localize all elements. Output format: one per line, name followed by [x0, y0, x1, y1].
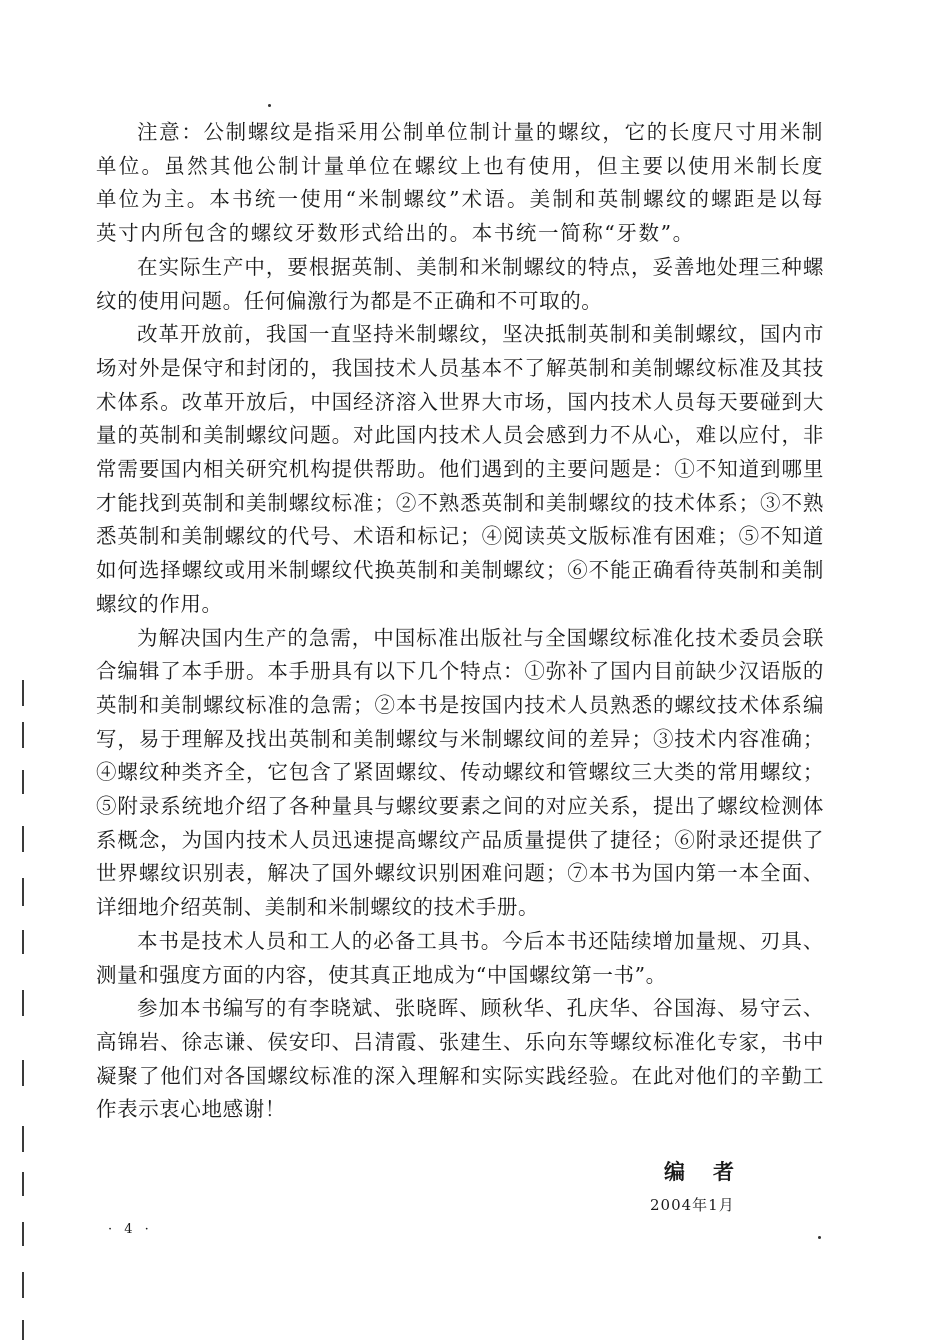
binding-mark [22, 826, 24, 852]
binding-mark [22, 878, 24, 906]
signature-date: 2004年1月 [650, 1196, 735, 1214]
binding-mark [22, 990, 24, 1016]
scan-speck [268, 104, 271, 107]
binding-mark [22, 1172, 24, 1196]
paragraph-production: 在实际生产中，要根据英制、美制和米制螺纹的特点，妥善地处理三种螺纹的使用问题。任何偏激行为都是不正确和不可取的。 [96, 254, 824, 313]
binding-mark [22, 680, 24, 706]
binding-mark [22, 722, 24, 748]
binding-mark [22, 1222, 24, 1246]
binding-mark [22, 930, 24, 954]
paragraph-history: 改革开放前，我国一直坚持米制螺纹，坚决抵制英制和美制螺纹，国内市场对外是保守和封闭的，我国技术人员基本不了解英制和美制螺纹标准及其技术体系。改革开放后，中国经济溶入世界大市场，国内技术人员每天要碰到大量的英制和美制螺纹问题。对此国内技术人员会感到力不从心，难以应付，非常需要国内相关研究机构提供帮助。他们遇到的主要问题是：①不知道到哪里才能找到英制和美制螺纹标准；②不熟悉英制和美制螺纹的技术体系；③不熟悉英制和美制螺纹的代号、术语和标记；④阅读英文版标准有困难；⑤不知道如何选择螺纹或用米制螺纹代换英制和美制螺纹；⑥不能正确看待英制和美制螺纹的作用。 [96, 322, 824, 616]
paragraph-future: 本书是技术人员和工人的必备工具书。今后本书还陆续增加量规、刃具、测量和强度方面的内容，使其真正地成为“中国螺纹第一书”。 [96, 928, 824, 987]
paragraph-note: 注意：公制螺纹是指采用公制单位制计量的螺纹，它的长度尺寸用米制单位。虽然其他公制计量单位在螺纹上也有使用，但主要以使用米制长度单位为主。本书统一使用“米制螺纹”术语。美制和英制螺纹的螺距是以每英寸内所包含的螺纹牙数形式给出的。本书统一简称“牙数”。 [96, 120, 824, 246]
binding-mark [22, 770, 24, 794]
paragraph-acknowledgement: 参加本书编写的有李晓斌、张晓晖、顾秋华、孔庆华、谷国海、易守云、高锦岩、徐志谦、侯安印、吕清霞、张建生、乐向东等螺纹标准化专家，书中凝聚了他们对各国螺纹标准的深入理解和实际实践经验。在此对他们的辛勤工作表示衷心地感谢！ [96, 996, 824, 1122]
binding-mark [22, 1272, 24, 1298]
paragraph-features: 为解决国内生产的急需，中国标准出版社与全国螺纹标准化技术委员会联合编辑了本手册。本手册具有以下几个特点：①弥补了国内目前缺少汉语版的英制和美制螺纹标准的急需；②本书是按国内技术人员熟悉的螺纹技术体系编写，易于理解及找出英制和美制螺纹与米制螺纹间的差异；③技术内容准确；④螺纹种类齐全，它包含了紧固螺纹、传动螺纹和管螺纹三大类的常用螺纹；⑤附录系统地介绍了各种量具与螺纹要素之间的对应关系，提出了螺纹检测体系概念，为国内技术人员迅速提高螺纹产品质量提供了捷径；⑥附录还提供了世界螺纹识别表，解决了国外螺纹识别困难问题；⑦本书为国内第一本全面、详细地介绍英制、美制和米制螺纹的技术手册。 [96, 625, 824, 920]
page-number: · 4 · [108, 1222, 153, 1237]
preface-body [96, 116, 824, 1127]
binding-mark [22, 1320, 24, 1340]
scan-speck [818, 1236, 821, 1239]
signature-editor: 编者 [664, 1159, 762, 1184]
binding-mark [22, 1126, 24, 1152]
binding-mark [22, 1060, 24, 1086]
